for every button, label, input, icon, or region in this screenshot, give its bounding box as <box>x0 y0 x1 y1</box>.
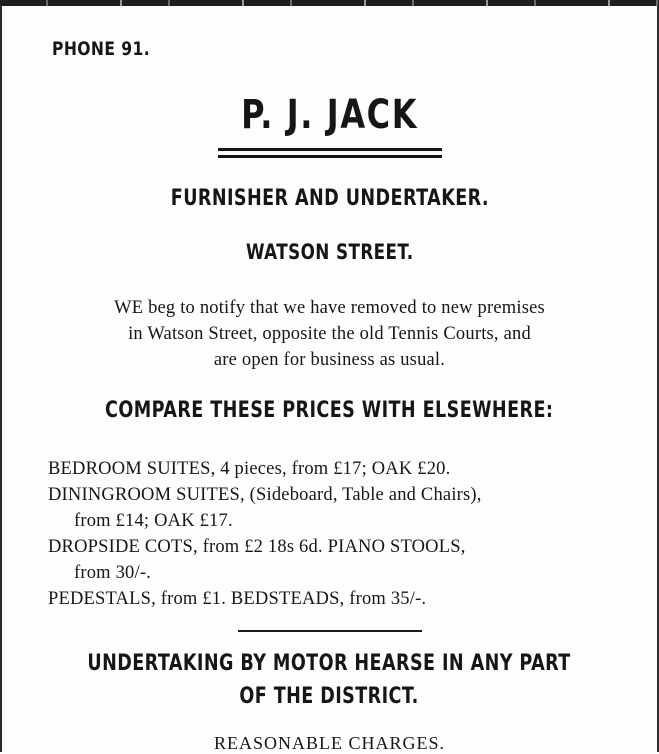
price-line: BEDROOM SUITES, 4 pieces, from £17; OAK £20. <box>48 459 451 479</box>
business-name <box>0 92 659 138</box>
price-line: PEDESTALS, from £1. BEDSTEADS, from 35/-. <box>48 589 427 609</box>
notice-line: are open for business as usual. <box>213 350 446 370</box>
phone-number: PHONE 91. <box>52 38 151 60</box>
removal-notice <box>0 295 659 373</box>
charges-line: REASONABLE CHARGES. <box>213 733 446 753</box>
price-line: from 30/-. <box>74 563 152 583</box>
notice-line: in Watson Street, opposite the old Tennis Courts, and <box>128 324 531 344</box>
top-border-rule <box>0 0 659 6</box>
price-list <box>48 456 638 612</box>
hearse-heading-line1 <box>0 651 659 676</box>
price-line: DROPSIDE COTS, from £2 18s 6d. PIANO STOOLS, <box>48 537 466 557</box>
business-name-text: P. J. JACK <box>240 92 419 138</box>
hearse-heading-line1-text: UNDERTAKING BY MOTOR HEARSE IN ANY PART <box>87 651 572 676</box>
underline-lower <box>218 155 442 158</box>
price-line: DININGROOM SUITES, (Sideboard, Table and Chairs), <box>48 485 482 505</box>
street-heading <box>0 240 659 264</box>
street-heading-text: WATSON STREET. <box>245 240 414 264</box>
notice-line: WE beg to notify that we have removed to new premises <box>114 298 545 318</box>
section-divider <box>238 630 422 632</box>
underline-upper <box>218 148 442 151</box>
hearse-heading-line2-text: OF THE DISTRICT. <box>239 684 420 709</box>
trade-heading-text: FURNISHER AND UNDERTAKER. <box>170 186 489 211</box>
name-double-underline <box>218 148 442 158</box>
compare-heading <box>0 398 659 423</box>
hearse-heading-line2 <box>0 684 659 709</box>
compare-heading-text: COMPARE THESE PRICES WITH ELSEWHERE: <box>105 398 554 423</box>
price-line: from £14; OAK £17. <box>74 511 233 531</box>
trade-heading <box>0 186 659 211</box>
